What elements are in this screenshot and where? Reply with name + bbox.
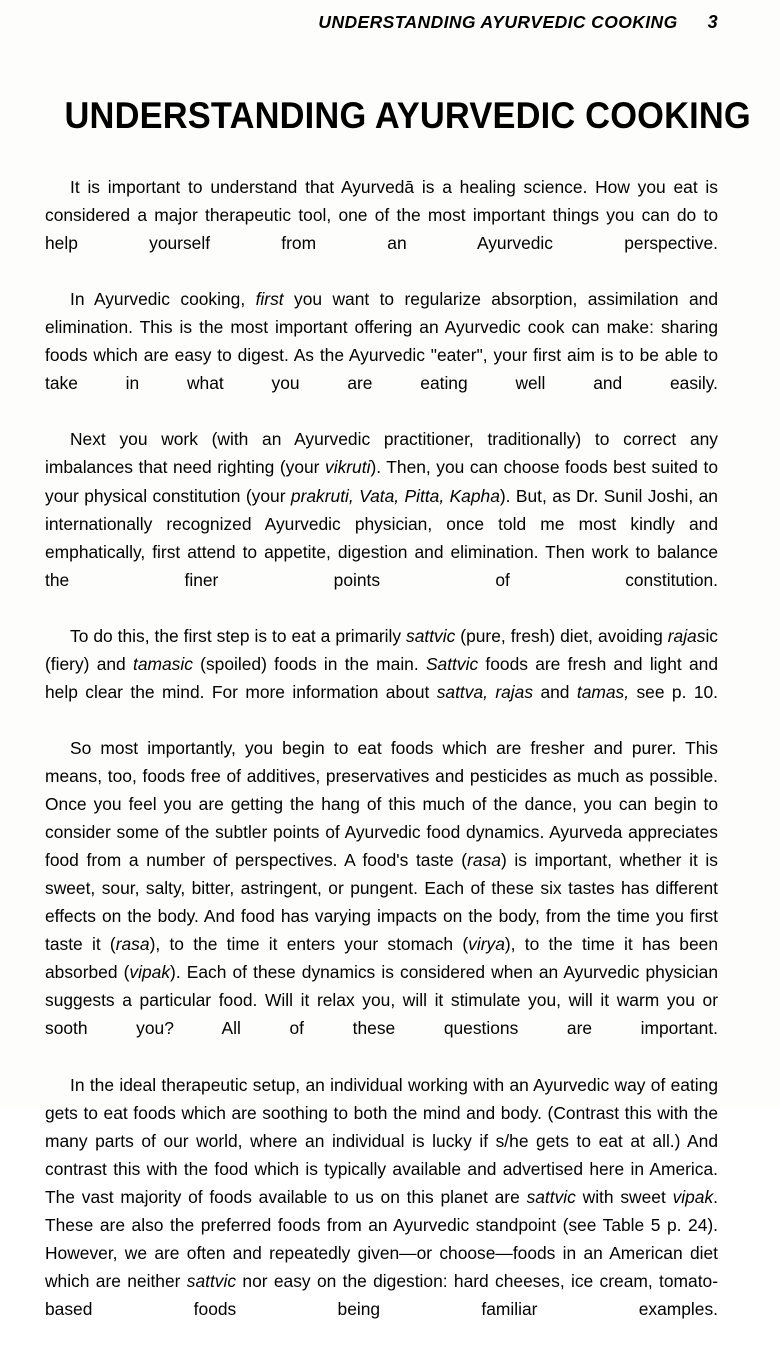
page-number: 3 — [707, 12, 718, 32]
paragraph: In Ayurvedic cooking, first you want to regularize absorption, assimilation and elimination. This is the most important offering an Ayurvedic cook can make: sharing foods which are easy to digest. As the Ayurvedic "eater", your first aim is to be able to take in what you are eating well and easily. — [45, 289, 719, 394]
body-text — [45, 173, 718, 1351]
emphasis-term: Sattvic — [425, 653, 479, 674]
emphasis-term: prakruti, Vata, Pitta, Kapha — [290, 485, 500, 506]
emphasis-term: virya — [468, 934, 505, 955]
emphasis-term: vikruti — [325, 457, 371, 478]
emphasis-term: sattvic — [406, 625, 456, 646]
paragraph: In the ideal therapeutic setup, an individual working with an Ayurvedic way of eating gets to eat foods which are soothing to both the mind and body. (Contrast this with the many parts of our world, where an individual is lucky if s/he gets to eat at all.) And contrast this with the food which is typically available and advertised here in America. The vast majority of foods available to us on this planet are sattvic with sweet vipak. These are also the preferred foods from an Ayurvedic standpoint (see Table 5 p. 24). However, we are often and repeatedly given—or choose—foods in an American diet which are neither sattvic nor easy on the digestion: hard cheeses, ice cream, tomato-based foods being familiar examples. — [45, 1074, 719, 1319]
emphasis-term: rajas — [667, 625, 706, 646]
paragraph: So most importantly, you begin to eat foods which are fresher and purer. This means, too, foods free of additives, preservatives and pesticides as much as possible. Once you feel you are getting the hang of this much of the dance, you can begin to consider some of the subtler points of Ayurvedic food dynamics. Ayurveda appreciates food from a number of perspectives. A food's taste (rasa) is important, whether it is sweet, sour, salty, bitter, astringent, or pungent. Each of these six tastes has different effects on the body. And food has varying impacts on the body, from the time you first taste it (rasa), to the time it enters your stomach (virya), to the time it has been absorbed (vipak). Each of these dynamics is considered when an Ayurvedic physician suggests a particular food. Will it relax you, will it stimulate you, will it warm you or sooth you? All of these questions are important. — [45, 737, 718, 1039]
running-head — [45, 12, 718, 33]
emphasis-term: rasa — [467, 850, 501, 871]
emphasis-term: tamas, — [576, 681, 630, 702]
paragraph: To do this, the first step is to eat a primarily sattvic (pure, fresh) diet, avoiding rajasic (fiery) and tamasic (spoiled) foods in the main. Sattvic foods are fresh and light and help clear the mind. For more information about sattva, rajas and tamas, see p. 10. — [45, 625, 718, 702]
chapter-title: UNDERSTANDING AYURVEDIC COOKING — [64, 94, 751, 136]
emphasis-term: first — [255, 289, 284, 310]
emphasis-term: vipak — [129, 962, 171, 983]
emphasis-term: tamasic — [132, 653, 193, 674]
emphasis-term: sattva, rajas — [436, 681, 534, 702]
emphasis-term: sattvic — [526, 1186, 576, 1207]
paragraph: Next you work (with an Ayurvedic practitioner, traditionally) to correct any imbalances that need righting (your vikruti). Then, you can choose foods best suited to your physical constitution (your prakruti, Vata, Pitta, Kapha). But, as Dr. Sunil Joshi, an internationally recognized Ayurvedic physician, once told me most kindly and emphatically, first attend to appetite, digestion and elimination. Then work to balance the finer points of constitution. — [45, 429, 718, 590]
emphasis-term: sattvic — [186, 1270, 237, 1291]
emphasis-term: rasa — [115, 934, 150, 955]
paragraph: It is important to understand that Ayurvedā is a healing science. How you eat is considered a major therapeutic tool, one of the most important things you can do to help yourself from an Ayurvedic perspective. — [45, 177, 718, 254]
running-head-title: UNDERSTANDING AYURVEDIC COOKING — [318, 12, 678, 32]
emphasis-term: vipak — [672, 1186, 714, 1207]
